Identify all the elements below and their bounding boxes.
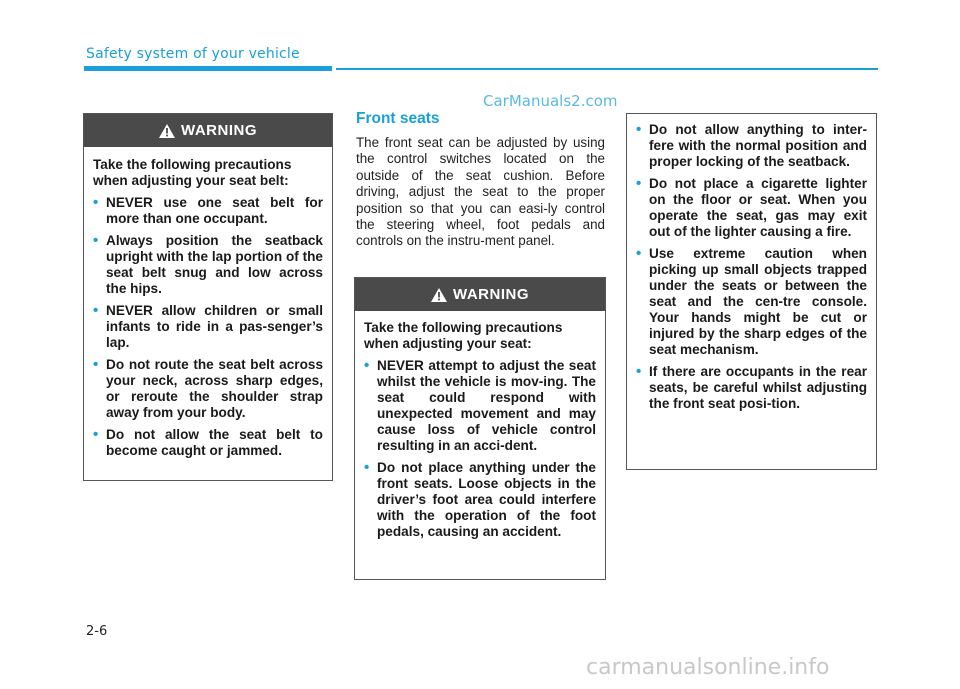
list-item: • Do not route the seat belt across your neck, across sharp edges, or reroute the shoulder strap away from your body.	[93, 357, 323, 421]
warning-triangle-icon	[431, 288, 447, 302]
warning-list	[636, 122, 867, 412]
warning-box-seat-belt	[83, 113, 333, 481]
warning-triangle-icon	[159, 124, 175, 138]
list-item: • Always position the seatback upright with the lap portion of the seat belt snug and low across the hips.	[93, 233, 323, 297]
list-item: • NEVER allow children or small infants to ride in a pas-senger’s lap.	[93, 303, 323, 351]
section-title: Safety system of your vehicle	[86, 46, 300, 62]
list-item: • Do not place a cigarette lighter on the floor or seat. When you operate the seat, gas may exit out of the lighter causing a fire.	[636, 176, 867, 240]
list-item: • NEVER use one seat belt for more than one occupant.	[93, 195, 323, 227]
watermark-top: CarManuals2.com	[483, 92, 618, 110]
warning-box-continued	[626, 113, 877, 470]
warning-header	[84, 114, 332, 147]
front-seats-paragraph: The front seat can be adjusted by using the control switches located on the outside of the seat cushion. Before driving, adjust the seat to the proper position so that you can easi-ly control the steering wheel, foot pedals and controls on the instru-ment panel.	[356, 135, 605, 249]
header-rule-thick	[84, 66, 332, 71]
warning-heading: WARNING	[453, 286, 529, 303]
list-item: • NEVER attempt to adjust the seat whilst the vehicle is mov-ing. The seat could respond with unexpected movement and may cause loss of vehicle control resulting in an acci-dent.	[364, 358, 596, 454]
watermark-bottom: carmanualsonline.info	[586, 655, 830, 680]
list-item: • Do not place anything under the front seats. Loose objects in the driver’s foot area could interfere with the operation of the foot pedals, causing an accident.	[364, 460, 596, 540]
header-rule-thin	[336, 68, 878, 70]
warning-intro: Take the following precautions when adjusting your seat belt:	[93, 157, 292, 188]
warning-list	[93, 195, 323, 459]
warning-box-seat-adjust	[354, 277, 606, 580]
list-item: • Do not allow anything to inter-fere with the normal position and proper locking of the seatback.	[636, 122, 867, 170]
list-item: • Do not allow the seat belt to become caught or jammed.	[93, 427, 323, 459]
list-item: • Use extreme caution when picking up small objects trapped under the seats or between the seat and the cen-tre console. Your hands might be cut or injured by the sharp edges of the seat mechanism.	[636, 246, 867, 358]
warning-header	[355, 278, 605, 311]
list-item: • If there are occupants in the rear seats, be careful whilst adjusting the front seat posi-tion.	[636, 364, 867, 412]
warning-intro: Take the following precautions when adjusting your seat:	[364, 320, 563, 351]
warning-heading: WARNING	[181, 122, 257, 139]
warning-list	[364, 358, 596, 540]
front-seats-heading: Front seats	[356, 110, 440, 127]
page-number: 2-6	[86, 624, 108, 639]
